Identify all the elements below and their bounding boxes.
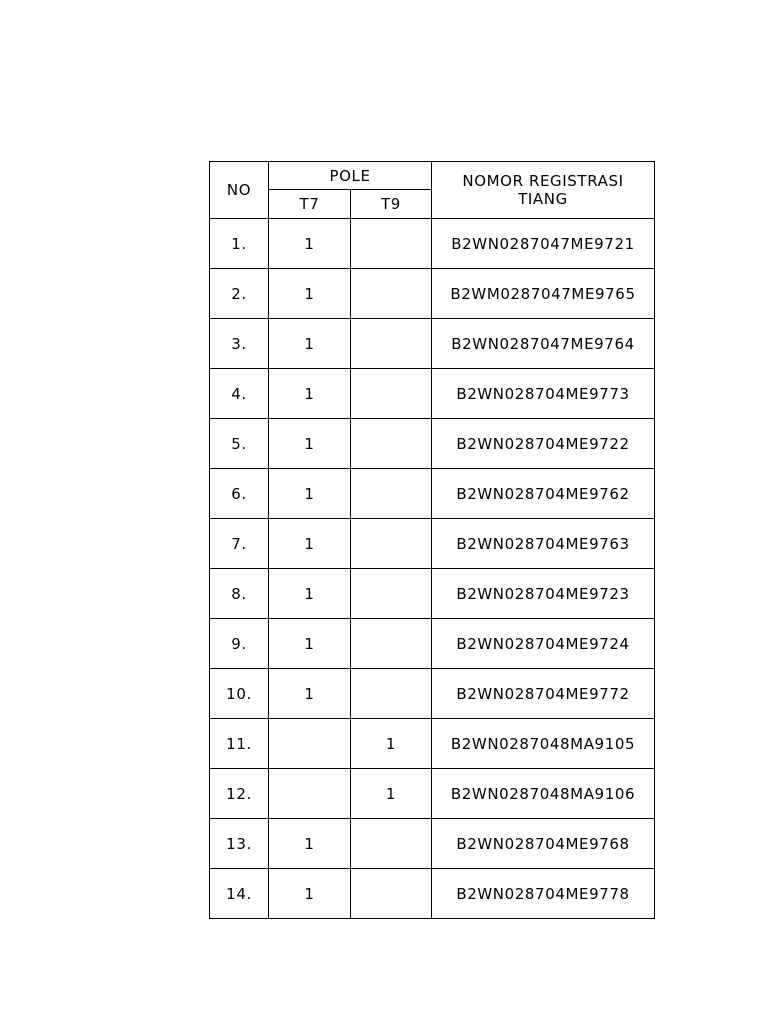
cell-t9 [351, 619, 432, 669]
cell-t9 [351, 569, 432, 619]
cell-t7: 1 [269, 569, 351, 619]
cell-t9 [351, 269, 432, 319]
header-t7: T7 [269, 190, 351, 219]
cell-t9: 1 [351, 719, 432, 769]
table-row [210, 419, 655, 469]
cell-registration: B2WN0287047ME9721 [432, 219, 655, 269]
table-row [210, 319, 655, 369]
cell-no: 12. [210, 769, 269, 819]
cell-no: 7. [210, 519, 269, 569]
pole-registration-table [209, 161, 655, 919]
cell-t7: 1 [269, 669, 351, 719]
table-row [210, 369, 655, 419]
table-row [210, 269, 655, 319]
table-row [210, 819, 655, 869]
cell-no: 5. [210, 419, 269, 469]
cell-t9 [351, 369, 432, 419]
cell-registration: B2WN0287047ME9764 [432, 319, 655, 369]
header-row-top [210, 162, 655, 190]
header-t9: T9 [351, 190, 432, 219]
cell-no: 13. [210, 819, 269, 869]
cell-registration: B2WN028704ME9773 [432, 369, 655, 419]
cell-registration: B2WN028704ME9763 [432, 519, 655, 569]
cell-registration: B2WN028704ME9778 [432, 869, 655, 919]
cell-t9 [351, 869, 432, 919]
header-no: NO [210, 162, 269, 219]
cell-t7: 1 [269, 269, 351, 319]
cell-t9 [351, 819, 432, 869]
cell-registration: B2WN028704ME9722 [432, 419, 655, 469]
cell-t7: 1 [269, 619, 351, 669]
cell-t7: 1 [269, 869, 351, 919]
table-row [210, 669, 655, 719]
cell-t7: 1 [269, 219, 351, 269]
cell-no: 2. [210, 269, 269, 319]
cell-t7: 1 [269, 469, 351, 519]
cell-no: 9. [210, 619, 269, 669]
cell-no: 1. [210, 219, 269, 269]
cell-registration: B2WN028704ME9762 [432, 469, 655, 519]
cell-registration: B2WN0287048MA9105 [432, 719, 655, 769]
cell-registration: B2WN028704ME9724 [432, 619, 655, 669]
cell-registration: B2WN028704ME9772 [432, 669, 655, 719]
cell-no: 8. [210, 569, 269, 619]
table-row [210, 619, 655, 669]
header-pole: POLE [269, 162, 432, 190]
table-row [210, 869, 655, 919]
table-row [210, 719, 655, 769]
cell-t9 [351, 519, 432, 569]
cell-t7: 1 [269, 819, 351, 869]
cell-registration: B2WN028704ME9768 [432, 819, 655, 869]
cell-no: 14. [210, 869, 269, 919]
cell-t9 [351, 669, 432, 719]
cell-t9: 1 [351, 769, 432, 819]
cell-no: 3. [210, 319, 269, 369]
table-body [210, 219, 655, 919]
cell-t7: 1 [269, 369, 351, 419]
header-registration-line1: NOMOR REGISTRASI [462, 172, 624, 190]
cell-no: 11. [210, 719, 269, 769]
cell-no: 4. [210, 369, 269, 419]
table-row [210, 469, 655, 519]
table-header [210, 162, 655, 219]
table-row [210, 519, 655, 569]
cell-registration: B2WN0287048MA9106 [432, 769, 655, 819]
cell-t9 [351, 319, 432, 369]
table-row [210, 769, 655, 819]
cell-no: 6. [210, 469, 269, 519]
cell-t7 [269, 719, 351, 769]
cell-registration: B2WM0287047ME9765 [432, 269, 655, 319]
cell-t7 [269, 769, 351, 819]
table-row [210, 219, 655, 269]
header-registration-line2: TIANG [518, 190, 568, 208]
header-registration [432, 162, 655, 219]
cell-t9 [351, 419, 432, 469]
cell-t7: 1 [269, 419, 351, 469]
cell-t7: 1 [269, 319, 351, 369]
cell-no: 10. [210, 669, 269, 719]
cell-t7: 1 [269, 519, 351, 569]
cell-registration: B2WN028704ME9723 [432, 569, 655, 619]
cell-t9 [351, 469, 432, 519]
cell-t9 [351, 219, 432, 269]
table-row [210, 569, 655, 619]
